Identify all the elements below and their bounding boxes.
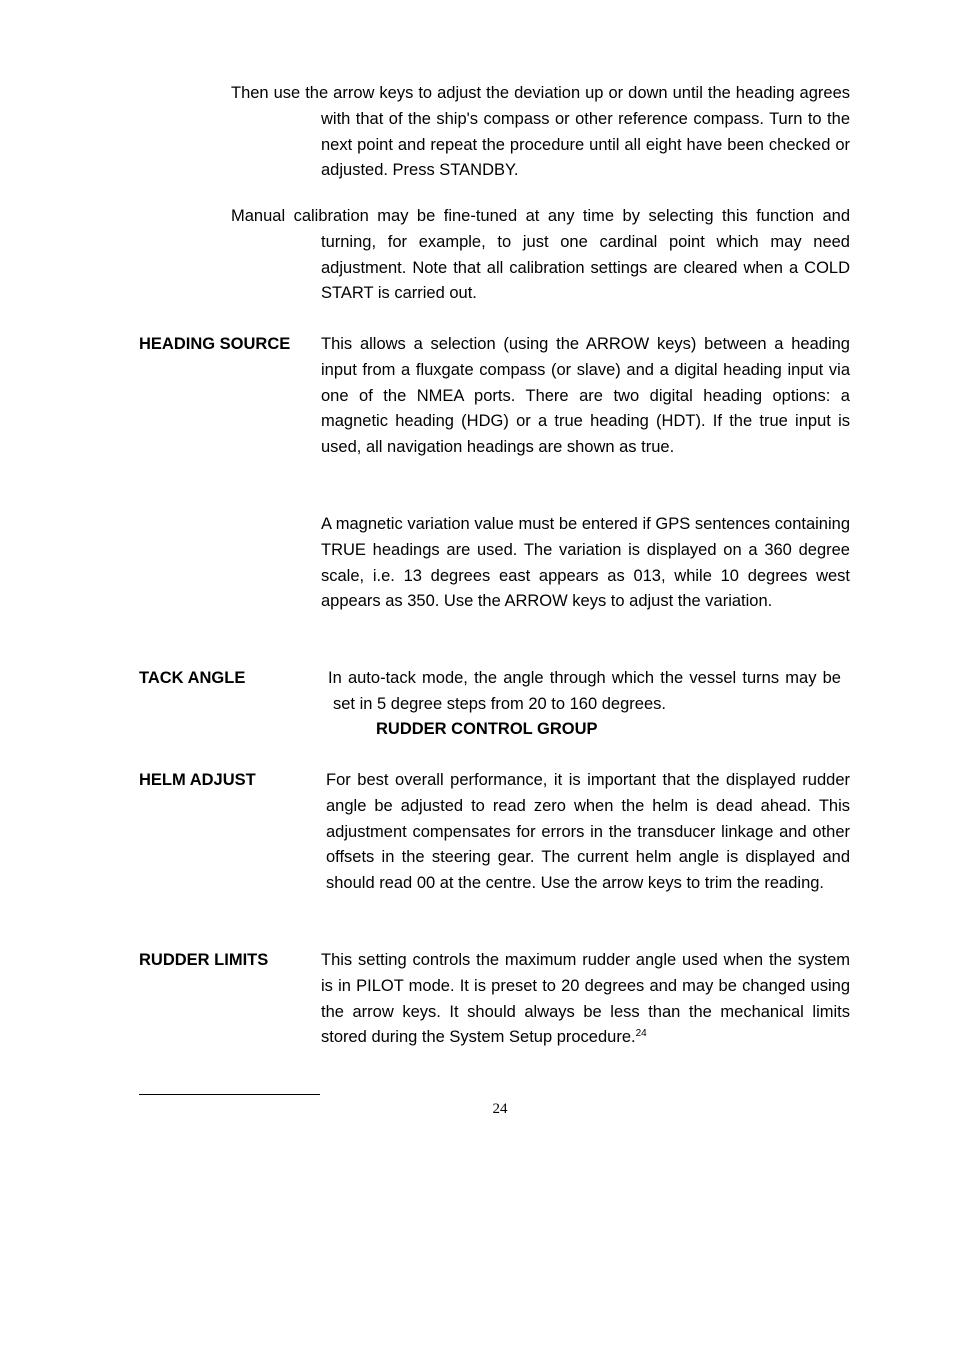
heading-source-variation-text: A magnetic variation value must be entered if GPS sentences containing TRUE headings are used. The variation is displayed on a 360 degree scale, i.e. 13 degrees east appears as 013, while 10 degrees west appears as 350. Use the ARROW keys to adjust the variation. bbox=[321, 515, 850, 611]
footnote-divider bbox=[139, 1094, 320, 1095]
section-heading: RUDDER CONTROL GROUP bbox=[376, 720, 598, 738]
rudder-limits-block bbox=[321, 948, 850, 1051]
footnote-reference: 24 bbox=[635, 1028, 647, 1040]
heading-source-text: This allows a selection (using the ARROW keys) between a heading input from a fluxgate compass (or slave) and a digital heading input via one of the NMEA ports. There are two digital heading options: a magnetic heading (HDG) or a true heading (HDT). If the true input is used, all navigation headings are shown as true. bbox=[321, 335, 850, 457]
page-number: 24 bbox=[492, 1101, 508, 1117]
heading-source-term: HEADING SOURCE bbox=[139, 335, 291, 353]
helm-adjust-text: For best overall performance, it is important that the displayed rudder angle be adjusted to read zero when the helm is dead ahead. This adjustment compensates for errors in the transducer linkage and other offsets in the steering gear. The current helm angle is displayed and should read 00 at the centre. Use the arrow keys to trim the reading. bbox=[326, 771, 850, 893]
manual-calibration-paragraph: Manual calibration may be fine-tuned at any time by selecting this function and turning, for example, to just one cardinal point which may need adjustment. Note that all calibration settings are cleared when a COLD START is carried out. bbox=[231, 207, 850, 303]
rudder-limits-text: This setting controls the maximum rudder angle used when the system is in PILOT mode. It is preset to 20 degrees and may be changed using the arrow keys. It should always be less than the mechanical limits stored during the System Setup procedure. bbox=[321, 951, 850, 1047]
deviation-paragraph: Then use the arrow keys to adjust the deviation up or down until the heading agrees with that of the ship's compass or other reference compass. Turn to the next point and repeat the procedure until all eight have been checked or adjusted. Press STANDBY. bbox=[231, 84, 850, 180]
tack-angle-text: In auto-tack mode, the angle through which the vessel turns may be set in 5 degree steps from 20 to 160 degrees. bbox=[328, 669, 841, 713]
tack-angle-term: TACK ANGLE bbox=[139, 669, 246, 687]
rudder-limits-term: RUDDER LIMITS bbox=[139, 951, 269, 969]
helm-adjust-term: HELM ADJUST bbox=[139, 771, 256, 789]
